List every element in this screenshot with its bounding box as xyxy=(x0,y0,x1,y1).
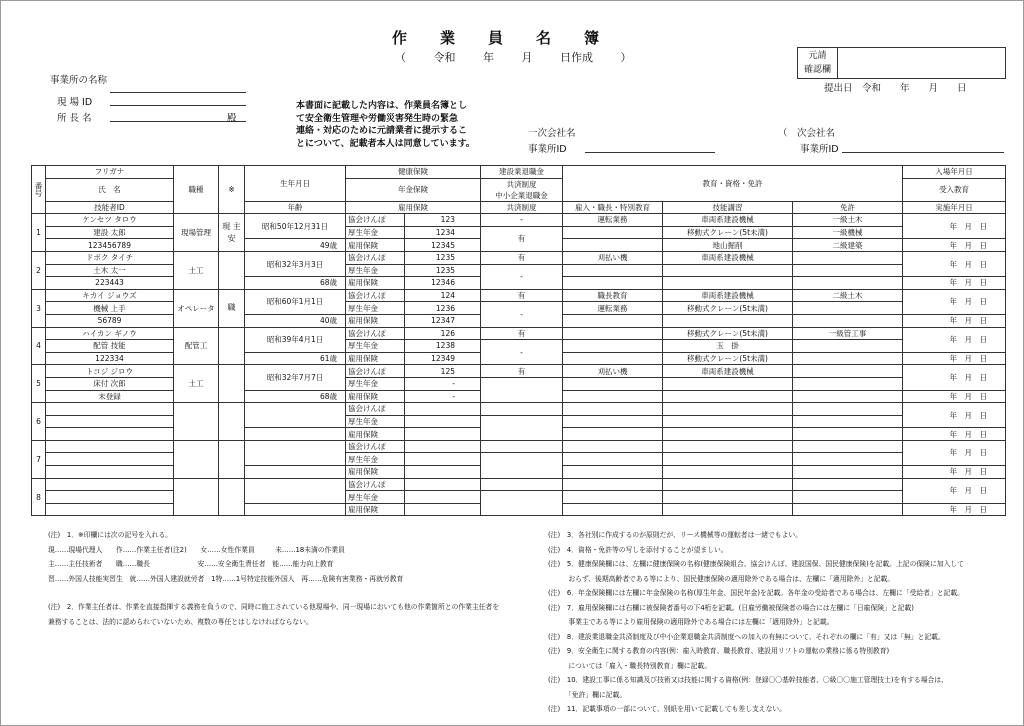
worker-birth[interactable] xyxy=(245,403,346,428)
edu-skill[interactable]: 玉 掛 xyxy=(663,340,793,353)
worker-age: 68歳 xyxy=(245,390,346,403)
worker-tech-id[interactable] xyxy=(46,466,174,479)
header-employ: 雇用保険 xyxy=(346,201,481,214)
header-birth: 生年月日 xyxy=(245,166,346,202)
note-line: (注) 5．健康保険欄には、左欄に健康保険の名称(健康保険組合、協会けんぽ、建設国保、国民健康保険)を記載。上記の保険に加入して xyxy=(548,560,964,568)
edu-license[interactable]: 二級建築 xyxy=(793,239,903,252)
worker-kana[interactable] xyxy=(46,440,174,453)
note-line: (注) 10．建設工事に係る知識及び技術又は技能に関する資格(例：登録〇〇基幹技能者、〇級〇〇施工管理技士)を有する場合は、 xyxy=(548,676,948,684)
edu-skill[interactable] xyxy=(663,440,793,453)
worker-age: 61歳 xyxy=(245,352,346,365)
manager-field[interactable] xyxy=(110,121,246,122)
edu-license[interactable] xyxy=(793,440,903,453)
office-name-field[interactable] xyxy=(110,92,246,93)
worker-name[interactable]: 土木 太一 xyxy=(46,264,174,277)
entry-date[interactable]: 年 月 日 xyxy=(903,478,1006,503)
note-line: (注) 3．各社別に作成するのが原則だが、リース機械等の運転者は一緒でもよい。 xyxy=(548,531,802,539)
table-row xyxy=(32,478,1006,491)
insurance-value[interactable]: 125 xyxy=(405,365,481,378)
insurance-value[interactable]: 1235 xyxy=(405,264,481,277)
edu-license[interactable] xyxy=(793,453,903,466)
worker-job[interactable] xyxy=(174,403,219,441)
worker-mark[interactable] xyxy=(219,251,245,289)
header-edu: 教育・資格・免許 xyxy=(563,166,903,202)
edu-hire[interactable] xyxy=(563,403,663,416)
insurance-label: 厚生年金 xyxy=(346,264,405,277)
header-name: 氏 名 xyxy=(46,178,174,201)
chutai-value[interactable]: - xyxy=(481,302,563,327)
worker-tech-id[interactable]: 123456789 xyxy=(46,239,174,252)
header-entry2: 受入教育 xyxy=(903,178,1006,201)
insurance-value[interactable] xyxy=(405,453,481,466)
edu-hire[interactable] xyxy=(563,478,663,491)
insurance-label: 協会けんぽ xyxy=(346,251,405,264)
worker-name[interactable]: 建設 太郎 xyxy=(46,226,174,239)
worker-no: 8 xyxy=(32,478,46,516)
worker-name[interactable] xyxy=(46,453,174,466)
primary-office-field[interactable] xyxy=(585,152,715,153)
note-line: については「雇入・職長特別教育」欄に記載。 xyxy=(548,661,711,670)
insurance-label: 協会けんぽ xyxy=(346,478,405,491)
edu-skill[interactable] xyxy=(663,390,793,403)
edu-license[interactable] xyxy=(793,478,903,491)
edu-hire[interactable] xyxy=(563,327,663,340)
worker-no: 1 xyxy=(32,214,46,252)
insurance-label: 厚生年金 xyxy=(346,491,405,504)
worker-age xyxy=(245,428,346,441)
worker-kana[interactable]: キカイ ジョウズ xyxy=(46,289,174,302)
edu-date[interactable]: 年 月 日 xyxy=(903,352,1006,365)
header-chutai: 共済制度 xyxy=(481,201,563,214)
edu-hire[interactable]: 運転業務 xyxy=(563,214,663,227)
edu-hire[interactable] xyxy=(563,226,663,239)
insurance-value[interactable]: 1236 xyxy=(405,302,481,315)
insurance-label: 協会けんぽ xyxy=(346,365,405,378)
sub-company-label: （ 次会社名 xyxy=(778,128,836,139)
edu-date[interactable]: 年 月 日 xyxy=(903,428,1006,441)
table-row xyxy=(32,251,1006,264)
insurance-label: 雇用保険 xyxy=(346,390,405,403)
insurance-value[interactable]: 1234 xyxy=(405,226,481,239)
edu-hire[interactable] xyxy=(563,466,663,479)
insurance-value[interactable]: 126 xyxy=(405,327,481,340)
contractor-confirm-box[interactable] xyxy=(797,47,1006,79)
manager-seal: 殿 xyxy=(227,113,237,124)
insurance-label: 雇用保険 xyxy=(346,277,405,290)
insurance-label: 厚生年金 xyxy=(346,453,405,466)
edu-hire[interactable]: 刈払い機 xyxy=(563,365,663,378)
edu-skill[interactable]: 移動式クレーン(5t未満) xyxy=(663,226,793,239)
insurance-value[interactable] xyxy=(405,440,481,453)
chutai-value[interactable]: - xyxy=(481,264,563,289)
note-line: (注) 7．雇用保険欄には右欄に被保険者番号の下4桁を記載。(日雇労働被保険者の場合には左欄に「日雇保険」と記載) xyxy=(548,603,914,612)
edu-skill[interactable] xyxy=(663,377,793,390)
consent-statement xyxy=(296,100,475,150)
header-tech: 技能者ID xyxy=(46,201,174,214)
table-row xyxy=(32,289,1006,302)
table-row xyxy=(32,365,1006,378)
note-line: 兼務することは、法的に認められていないため、複数の専任とはしなければならない。 xyxy=(48,617,313,626)
edu-skill[interactable] xyxy=(663,314,793,327)
primary-office-label: 事業所ID xyxy=(528,144,567,155)
worker-birth[interactable] xyxy=(245,440,346,465)
worker-mark[interactable] xyxy=(219,478,245,516)
note-line xyxy=(48,586,499,600)
worker-birth[interactable]: 昭和39年4月1日 xyxy=(245,327,346,352)
edu-license[interactable] xyxy=(793,314,903,327)
worker-birth[interactable] xyxy=(245,478,346,503)
insurance-value[interactable]: 124 xyxy=(405,289,481,302)
worker-job[interactable]: 土工 xyxy=(174,251,219,289)
edu-skill[interactable]: 車両系建設機械 xyxy=(663,365,793,378)
edu-skill[interactable] xyxy=(663,503,793,516)
kentai-value[interactable] xyxy=(481,478,563,491)
worker-name[interactable]: 配管 技能 xyxy=(46,340,174,353)
worker-no: 6 xyxy=(32,403,46,441)
insurance-label: 雇用保険 xyxy=(346,466,405,479)
edu-license[interactable] xyxy=(793,428,903,441)
edu-skill[interactable] xyxy=(663,277,793,290)
site-id-field[interactable] xyxy=(110,105,246,106)
insurance-value[interactable] xyxy=(405,403,481,416)
chutai-value[interactable] xyxy=(481,491,563,516)
page-subtitle: （ 令和 年 月 日作成 ） xyxy=(395,51,632,64)
worker-no: 2 xyxy=(32,251,46,289)
worker-table xyxy=(31,165,1006,516)
insurance-label: 協会けんぽ xyxy=(346,289,405,302)
insurance-label: 雇用保険 xyxy=(346,239,405,252)
worker-birth[interactable]: 昭和50年12月31日 xyxy=(245,214,346,239)
edu-license[interactable] xyxy=(793,264,903,277)
worker-tech-id[interactable] xyxy=(46,428,174,441)
edu-license[interactable] xyxy=(793,491,903,504)
edu-hire[interactable] xyxy=(563,340,663,353)
insurance-value[interactable]: 12345 xyxy=(405,239,481,252)
insurance-value[interactable] xyxy=(405,466,481,479)
header-age: 年齢 xyxy=(245,201,346,214)
worker-name[interactable]: 床付 次郎 xyxy=(46,377,174,390)
chutai-value[interactable]: 有 xyxy=(481,226,563,251)
edu-license[interactable] xyxy=(793,503,903,516)
worker-job[interactable]: 土工 xyxy=(174,365,219,403)
edu-skill[interactable] xyxy=(663,466,793,479)
edu-hire[interactable] xyxy=(563,239,663,252)
insurance-value[interactable]: 1235 xyxy=(405,251,481,264)
insurance-value[interactable]: 12349 xyxy=(405,352,481,365)
header-mark: ※ xyxy=(219,166,245,214)
edu-hire[interactable]: 運転業務 xyxy=(563,302,663,315)
entry-date[interactable]: 年 月 日 xyxy=(903,403,1006,428)
kentai-value[interactable] xyxy=(481,440,563,453)
insurance-value[interactable]: - xyxy=(405,377,481,390)
insurance-label: 雇用保険 xyxy=(346,352,405,365)
edu-date[interactable]: 年 月 日 xyxy=(903,466,1006,479)
edu-skill[interactable] xyxy=(663,415,793,428)
note-line: 主……主任技術者 職……職長 安……安全衛生責任者 能……能力向上教育 xyxy=(48,560,334,568)
header-health: 健康保険 xyxy=(346,166,481,179)
worker-kana[interactable]: トコジ ジロウ xyxy=(46,365,174,378)
insurance-value[interactable]: 1238 xyxy=(405,340,481,353)
edu-hire[interactable] xyxy=(563,390,663,403)
note-line: (注) 4．資格・免許等の写しを添付することが望ましい。 xyxy=(548,545,728,554)
entry-date[interactable]: 年 月 日 xyxy=(903,365,1006,390)
header-edu2: 技能講習 xyxy=(663,201,793,214)
header-pension: 年金保険 xyxy=(346,178,481,201)
manager-label: 所 長 名 xyxy=(57,113,92,124)
edu-license[interactable] xyxy=(793,466,903,479)
note-line: 習……外国人技能実習生 就……外国人建設就労者 1特……1号特定技能外国人 再……危険有害業務・再就労教育 xyxy=(48,574,404,583)
edu-skill[interactable] xyxy=(663,428,793,441)
worker-age: 49歳 xyxy=(245,239,346,252)
header-kana: フリガナ xyxy=(46,166,174,179)
statement-line: て安全衛生管理や労働災害発生時の緊急 xyxy=(296,113,459,124)
edu-license[interactable] xyxy=(793,251,903,264)
worker-no: 5 xyxy=(32,365,46,403)
kentai-value[interactable]: - xyxy=(481,214,563,227)
entry-date[interactable]: 年 月 日 xyxy=(903,214,1006,239)
insurance-label: 協会けんぽ xyxy=(346,440,405,453)
edu-date[interactable]: 年 月 日 xyxy=(903,390,1006,403)
edu-skill[interactable] xyxy=(663,478,793,491)
edu-license[interactable] xyxy=(793,365,903,378)
chutai-value[interactable] xyxy=(481,415,563,440)
insurance-label: 協会けんぽ xyxy=(346,214,405,227)
note-line: おらず、後期高齢者である等により、国民健康保険の適用除外である場合は、左欄に「適用除外」と記載。 xyxy=(548,574,895,583)
edu-hire[interactable]: 職長教育 xyxy=(563,289,663,302)
worker-kana[interactable]: ハイカン ギノウ xyxy=(46,327,174,340)
statement-line: とについて、記載者本人は同意しています。 xyxy=(296,138,475,149)
worker-tech-id[interactable] xyxy=(46,503,174,516)
worker-tech-id[interactable]: 223443 xyxy=(46,277,174,290)
worker-birth[interactable]: 昭和60年1月1日 xyxy=(245,289,346,314)
edu-hire[interactable] xyxy=(563,503,663,516)
insurance-value[interactable]: 123 xyxy=(405,214,481,227)
entry-date[interactable]: 年 月 日 xyxy=(903,327,1006,352)
site-id-label: 現 場 ID xyxy=(57,97,93,108)
edu-hire[interactable] xyxy=(563,352,663,365)
insurance-value[interactable] xyxy=(405,478,481,491)
edu-license[interactable] xyxy=(793,340,903,353)
entry-date[interactable]: 年 月 日 xyxy=(903,289,1006,314)
edu-hire[interactable]: 刈払い機 xyxy=(563,251,663,264)
note-line: (注) 1．※印欄には次の記号を入れる。 xyxy=(48,531,173,539)
edu-license[interactable] xyxy=(793,302,903,315)
worker-job[interactable]: オペレータ xyxy=(174,289,219,327)
worker-mark[interactable]: 現 主 安 xyxy=(219,214,245,252)
edu-license[interactable] xyxy=(793,415,903,428)
worker-no: 3 xyxy=(32,289,46,327)
edu-license[interactable]: 一級土木 xyxy=(793,214,903,227)
worker-job[interactable]: 配管工 xyxy=(174,327,219,365)
worker-age: 68歳 xyxy=(245,277,346,290)
insurance-value[interactable]: 12347 xyxy=(405,314,481,327)
sub-office-field[interactable] xyxy=(842,152,1004,153)
worker-mark[interactable] xyxy=(219,440,245,478)
edu-license[interactable] xyxy=(793,390,903,403)
note-line: (注) 6．年金保険欄には左欄に年金保険の名称(厚生年金、国民年金)を記載。各年金の受給者である場合は、左欄に「受給者」と記載。 xyxy=(548,589,964,597)
edu-date[interactable]: 年 月 日 xyxy=(903,239,1006,252)
primary-company-label: 一次会社名 xyxy=(528,128,576,139)
kentai-value[interactable]: 有 xyxy=(481,251,563,264)
worker-job[interactable] xyxy=(174,478,219,516)
worker-kana[interactable] xyxy=(46,403,174,416)
insurance-label: 厚生年金 xyxy=(346,415,405,428)
worker-mark[interactable]: 職 xyxy=(219,289,245,327)
edu-date[interactable]: 年 月 日 xyxy=(903,503,1006,516)
note-line: 現……現場代理人 作……作業主任者(注2) 女……女性作業員 未……18未満の作業員 xyxy=(48,545,345,554)
edu-skill[interactable]: 車両系建設機械 xyxy=(663,289,793,302)
edu-license[interactable] xyxy=(793,352,903,365)
worker-age xyxy=(245,503,346,516)
worker-kana[interactable]: ケンセツ タロウ xyxy=(46,214,174,227)
header-job: 職種 xyxy=(174,166,219,214)
edu-license[interactable] xyxy=(793,277,903,290)
statement-line: 連絡・対応のために元請業者に提示するこ xyxy=(296,126,468,136)
worker-age xyxy=(245,466,346,479)
insurance-label: 雇用保険 xyxy=(346,314,405,327)
kentai-value[interactable]: 有 xyxy=(481,289,563,302)
header-kentai: 建設業退職金 xyxy=(481,166,563,179)
note-line: (注) 2．作業主任者は、作業を直接指揮する義務を負うので、同時に施工されている他現場や、同一現場においても他の作業箇所との作業主任者を xyxy=(48,603,500,611)
edu-license[interactable] xyxy=(793,403,903,416)
worker-no: 4 xyxy=(32,327,46,365)
edu-skill[interactable]: 移動式クレーン(5t未満) xyxy=(663,352,793,365)
edu-skill[interactable]: 移動式クレーン(5t未満) xyxy=(663,327,793,340)
entry-date[interactable]: 年 月 日 xyxy=(903,251,1006,276)
header-entry3: 実施年月日 xyxy=(903,201,1006,214)
sub-office-label: 事業所ID xyxy=(800,144,839,155)
edu-hire[interactable] xyxy=(563,453,663,466)
table-row xyxy=(32,214,1006,227)
header-entry: 入場年月日 xyxy=(903,166,1006,179)
worker-birth[interactable]: 昭和32年3月3日 xyxy=(245,251,346,276)
insurance-label: 協会けんぽ xyxy=(346,403,405,416)
worker-no: 7 xyxy=(32,440,46,478)
table-row xyxy=(32,440,1006,453)
worker-job[interactable] xyxy=(174,440,219,478)
submit-date: 提出日 令和 年 月 日 xyxy=(824,83,967,94)
entry-date[interactable]: 年 月 日 xyxy=(903,440,1006,465)
note-line: 事業主である等により雇用保険の適用除外である場合には左欄に「適用除外」と記載。 xyxy=(548,618,834,626)
header-edu1: 雇入・職長・特別教育 xyxy=(563,201,663,214)
edu-skill[interactable]: 地山掘削 xyxy=(663,239,793,252)
page-title: 作業員名簿 xyxy=(391,29,632,47)
insurance-value[interactable] xyxy=(405,503,481,516)
insurance-label: 厚生年金 xyxy=(346,226,405,239)
kentai-value[interactable]: 有 xyxy=(481,327,563,340)
worker-age: 40歳 xyxy=(245,314,346,327)
kentai-value[interactable]: 有 xyxy=(481,365,563,378)
edu-date[interactable]: 年 月 日 xyxy=(903,314,1006,327)
insurance-label: 雇用保険 xyxy=(346,428,405,441)
statement-line: 本書面に記載した内容は、作業員名簿とし xyxy=(296,101,468,111)
edu-license[interactable] xyxy=(793,377,903,390)
insurance-label: 厚生年金 xyxy=(346,377,405,390)
chutai-value[interactable]: - xyxy=(481,340,563,365)
worker-tech-id[interactable]: 未登録 xyxy=(46,390,174,403)
note-line: (注) 8．建設業退職金共済制度及び中小企業退職金共済制度への加入の有無について、それぞれの欄に「有」又は「無」と記載。 xyxy=(548,632,945,641)
edu-skill[interactable]: 車両系建設機械 xyxy=(663,214,793,227)
office-name-label: 事業所の名称 xyxy=(50,75,108,86)
edu-license[interactable]: 二級土木 xyxy=(793,289,903,302)
edu-hire[interactable] xyxy=(563,440,663,453)
insurance-label: 厚生年金 xyxy=(346,302,405,315)
note-line: (注) 11．記載事項の一部について、別紙を用いて記載しても差し支えない。 xyxy=(548,705,786,713)
worker-tech-id[interactable]: 56789 xyxy=(46,314,174,327)
insurance-value[interactable]: 12346 xyxy=(405,277,481,290)
worker-mark[interactable] xyxy=(219,365,245,403)
edu-license[interactable]: 一級管工事 xyxy=(793,327,903,340)
insurance-label: 雇用保険 xyxy=(346,503,405,516)
worker-kana[interactable]: ドボク タイチ xyxy=(46,251,174,264)
edu-hire[interactable] xyxy=(563,428,663,441)
edu-license[interactable]: 一級機械 xyxy=(793,226,903,239)
header-no: 番号 xyxy=(32,166,46,214)
notes-right xyxy=(548,528,964,717)
header-edu3: 免許 xyxy=(793,201,903,214)
edu-skill[interactable] xyxy=(663,264,793,277)
insurance-value[interactable] xyxy=(405,428,481,441)
insurance-value[interactable] xyxy=(405,491,481,504)
edu-hire[interactable] xyxy=(563,277,663,290)
edu-hire[interactable] xyxy=(563,491,663,504)
edu-skill[interactable] xyxy=(663,403,793,416)
insurance-label: 協会けんぽ xyxy=(346,327,405,340)
edu-hire[interactable] xyxy=(563,314,663,327)
worker-name[interactable] xyxy=(46,491,174,504)
edu-hire[interactable] xyxy=(563,415,663,428)
note-line: 「免許」欄に記載。 xyxy=(548,690,627,699)
insurance-value[interactable] xyxy=(405,415,481,428)
insurance-value[interactable]: - xyxy=(405,390,481,403)
worker-birth[interactable]: 昭和32年7月7日 xyxy=(245,365,346,390)
edu-hire[interactable] xyxy=(563,264,663,277)
worker-tech-id[interactable]: 122334 xyxy=(46,352,174,365)
edu-date[interactable]: 年 月 日 xyxy=(903,277,1006,290)
edu-skill[interactable]: 車両系建設機械 xyxy=(663,251,793,264)
worker-name[interactable]: 機械 上手 xyxy=(46,302,174,315)
notes-left xyxy=(48,528,499,629)
edu-skill[interactable]: 移動式クレーン(5t未満) xyxy=(663,302,793,315)
worker-mark[interactable] xyxy=(219,403,245,441)
worker-job[interactable]: 現場管理 xyxy=(174,214,219,252)
header-kentai2: 共済制度 中小企業退職金 xyxy=(481,178,563,201)
chutai-value[interactable] xyxy=(481,453,563,478)
kentai-value[interactable] xyxy=(481,403,563,416)
worker-mark[interactable] xyxy=(219,327,245,365)
edu-skill[interactable] xyxy=(663,453,793,466)
insurance-label: 厚生年金 xyxy=(346,340,405,353)
table-row xyxy=(32,327,1006,340)
worker-kana[interactable] xyxy=(46,478,174,491)
worker-name[interactable] xyxy=(46,415,174,428)
edu-hire[interactable] xyxy=(563,377,663,390)
confirm-label: 元請 確認欄 xyxy=(798,48,838,78)
chutai-value[interactable] xyxy=(481,377,563,402)
edu-skill[interactable] xyxy=(663,491,793,504)
table-row xyxy=(32,403,1006,416)
note-line: (注) 9．安全衛生に関する教育の内容(例：雇入時教育、職長教育、建設用リフトの運転の業務に係る特別教育) xyxy=(548,647,890,655)
